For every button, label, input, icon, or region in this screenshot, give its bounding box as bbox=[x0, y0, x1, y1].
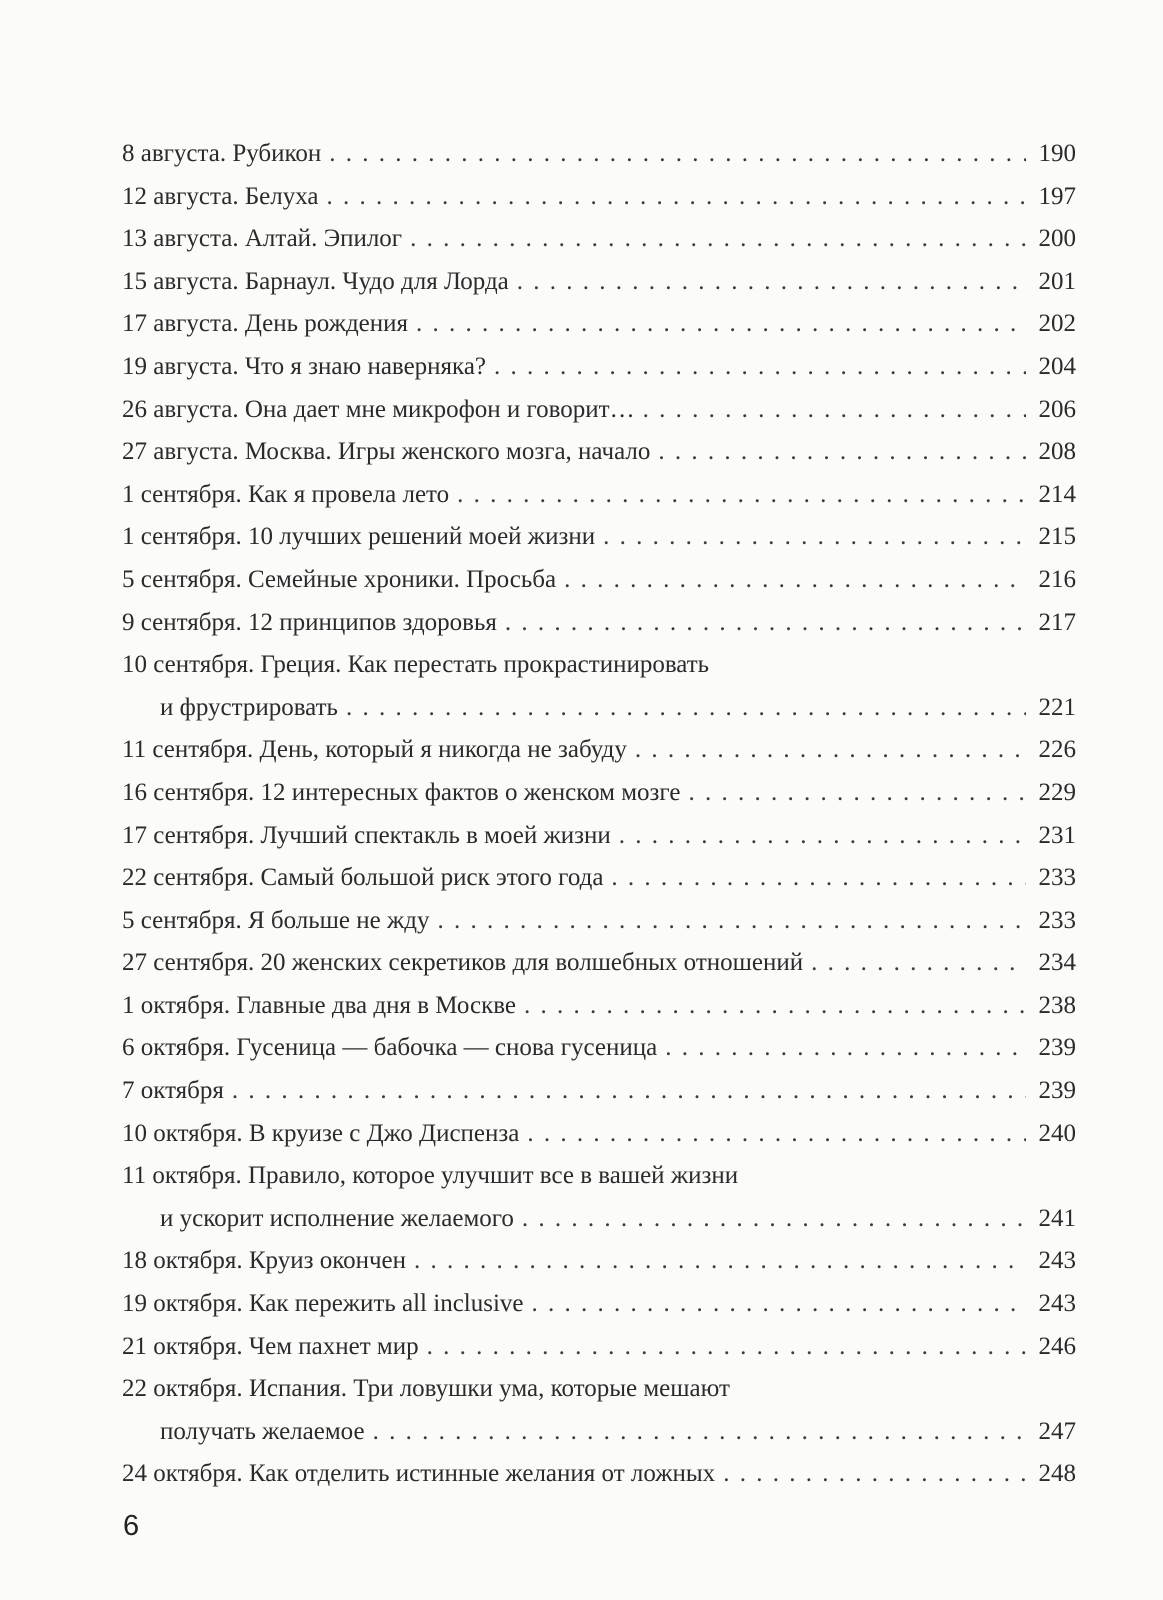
toc-entry-page: 231 bbox=[1038, 821, 1076, 849]
dot-leader bbox=[723, 1453, 1026, 1496]
toc-entry-page: 234 bbox=[1038, 949, 1076, 977]
toc-entry-page: 214 bbox=[1038, 480, 1076, 508]
toc-entry-title: 18 октября. Круиз окончен bbox=[122, 1247, 407, 1275]
toc-entry bbox=[122, 602, 1076, 645]
toc-entry-title: 13 августа. Алтай. Эпилог bbox=[122, 225, 403, 253]
table-of-contents bbox=[122, 133, 1076, 1496]
toc-entry-page: 243 bbox=[1038, 1290, 1076, 1318]
toc-entry-continuation bbox=[122, 687, 1076, 730]
toc-entry-page: 238 bbox=[1038, 991, 1076, 1019]
dot-leader bbox=[532, 1283, 1026, 1326]
dot-leader bbox=[346, 687, 1026, 730]
dot-leader bbox=[416, 303, 1026, 346]
dot-leader bbox=[527, 1113, 1026, 1156]
toc-entry-page: 202 bbox=[1038, 310, 1076, 338]
toc-entry-page: 215 bbox=[1038, 523, 1076, 551]
toc-entry-title: и ускорит исполнение желаемого bbox=[160, 1204, 514, 1232]
toc-entry bbox=[122, 1240, 1076, 1283]
toc-entry-title: получать желаемое bbox=[160, 1417, 365, 1445]
toc-entry-page: 239 bbox=[1038, 1034, 1076, 1062]
toc-entry-page: 239 bbox=[1038, 1077, 1076, 1105]
toc-entry-title: 11 октября. Правило, которое улучшит все в вашей жизни bbox=[122, 1162, 739, 1190]
toc-entry bbox=[122, 346, 1076, 389]
toc-entry-title: и фрустрировать bbox=[160, 693, 338, 721]
toc-entry-page: 240 bbox=[1038, 1119, 1076, 1147]
toc-entry-title: 19 октября. Как пережить all inclusive bbox=[122, 1290, 524, 1318]
toc-entry-title: 10 октября. В круизе с Джо Диспенза bbox=[122, 1119, 520, 1147]
toc-entry-title: 6 октября. Гусеница — бабочка — снова гусеница bbox=[122, 1034, 658, 1062]
dot-leader bbox=[603, 516, 1026, 559]
page-number: 6 bbox=[123, 1510, 140, 1542]
toc-entry-title: 5 сентября. Я больше не жду bbox=[122, 906, 430, 934]
toc-entry-page: 208 bbox=[1038, 438, 1076, 466]
toc-entry-page: 229 bbox=[1038, 778, 1076, 806]
toc-entry bbox=[122, 1113, 1076, 1156]
toc-entry-title: 8 августа. Рубикон bbox=[122, 140, 322, 167]
toc-entry-continuation bbox=[122, 1198, 1076, 1241]
toc-entry-page: 190 bbox=[1038, 140, 1076, 167]
toc-entry-title: 15 августа. Барнаул. Чудо для Лорда bbox=[122, 267, 509, 295]
dot-leader bbox=[414, 1240, 1026, 1283]
toc-entry-page: 233 bbox=[1038, 864, 1076, 892]
toc-entry-title: 11 сентября. День, который я никогда не забуду bbox=[122, 736, 627, 764]
toc-entry bbox=[122, 133, 1076, 176]
toc-entry-page: 226 bbox=[1038, 736, 1076, 764]
toc-entry-title: 12 августа. Белуха bbox=[122, 182, 319, 210]
dot-leader bbox=[688, 772, 1026, 815]
toc-entry bbox=[122, 942, 1076, 985]
toc-entry-title: 27 сентября. 20 женских секретиков для волшебных отношений bbox=[122, 949, 804, 977]
toc-entry bbox=[122, 1283, 1076, 1326]
dot-leader bbox=[611, 857, 1026, 900]
dot-leader bbox=[457, 474, 1026, 517]
toc-entry-page: 221 bbox=[1038, 693, 1076, 721]
toc-entry-page: 201 bbox=[1038, 267, 1076, 295]
toc-entry bbox=[122, 559, 1076, 602]
dot-leader bbox=[437, 900, 1026, 943]
toc-entry-page: 241 bbox=[1038, 1204, 1076, 1232]
toc-entry bbox=[122, 985, 1076, 1028]
dot-leader bbox=[619, 815, 1026, 858]
toc-entry bbox=[122, 1453, 1076, 1496]
toc-entry-first-line bbox=[122, 1368, 1076, 1411]
dot-leader bbox=[329, 133, 1026, 176]
dot-leader bbox=[427, 1326, 1026, 1369]
toc-entry bbox=[122, 1326, 1076, 1369]
toc-entry-page: 217 bbox=[1038, 608, 1076, 636]
toc-entry-title: 19 августа. Что я знаю наверняка? bbox=[122, 352, 487, 380]
toc-entry-title: 1 сентября. 10 лучших решений моей жизни bbox=[122, 523, 596, 551]
toc-entry-title: 22 октября. Испания. Три ловушки ума, которые мешают bbox=[122, 1375, 730, 1403]
toc-entry bbox=[122, 1070, 1076, 1113]
dot-leader bbox=[410, 218, 1026, 261]
toc-entry-page: 246 bbox=[1038, 1332, 1076, 1360]
dot-leader bbox=[811, 942, 1026, 985]
toc-entry-title: 16 сентября. 12 интересных фактов о женском мозге bbox=[122, 778, 681, 806]
toc-entry bbox=[122, 303, 1076, 346]
dot-leader bbox=[373, 1411, 1026, 1454]
toc-entry-continuation bbox=[122, 1411, 1076, 1454]
toc-entry bbox=[122, 729, 1076, 772]
dot-leader bbox=[522, 1198, 1026, 1241]
toc-entry-title: 26 августа. Она дает мне микрофон и говорит… bbox=[122, 395, 635, 423]
toc-entry-first-line bbox=[122, 644, 1076, 687]
toc-entry-page: 204 bbox=[1038, 352, 1076, 380]
toc-entry-title: 10 сентября. Греция. Как перестать прокрастинировать bbox=[122, 651, 710, 679]
dot-leader bbox=[494, 346, 1026, 389]
dot-leader bbox=[505, 602, 1026, 645]
toc-entry-title: 27 августа. Москва. Игры женского мозга, начало bbox=[122, 438, 651, 466]
toc-entry-title: 22 сентября. Самый большой риск этого года bbox=[122, 864, 604, 892]
dot-leader bbox=[665, 1027, 1026, 1070]
dot-leader bbox=[635, 729, 1026, 772]
toc-entry bbox=[122, 900, 1076, 943]
toc-entry-title: 7 октября bbox=[122, 1077, 224, 1105]
toc-entry-page: 243 bbox=[1038, 1247, 1076, 1275]
toc-entry-page: 200 bbox=[1038, 225, 1076, 253]
toc-entry bbox=[122, 261, 1076, 304]
toc-entry-title: 1 октября. Главные два дня в Москве bbox=[122, 991, 517, 1019]
toc-entry-title: 5 сентября. Семейные хроники. Просьба bbox=[122, 565, 557, 593]
toc-entry bbox=[122, 516, 1076, 559]
toc-entry bbox=[122, 1027, 1076, 1070]
dot-leader bbox=[658, 431, 1026, 474]
dot-leader bbox=[564, 559, 1026, 602]
toc-entry bbox=[122, 389, 1076, 432]
toc-entry bbox=[122, 431, 1076, 474]
toc-entry bbox=[122, 772, 1076, 815]
toc-entry bbox=[122, 474, 1076, 517]
toc-entry-title: 1 сентября. Как я провела лето bbox=[122, 480, 450, 508]
dot-leader bbox=[327, 176, 1026, 219]
toc-entry-page: 216 bbox=[1038, 565, 1076, 593]
toc-entry-title: 21 октября. Чем пахнет мир bbox=[122, 1332, 419, 1360]
toc-entry-page: 197 bbox=[1038, 182, 1076, 210]
toc-entry bbox=[122, 815, 1076, 858]
toc-entry-page: 206 bbox=[1038, 395, 1076, 423]
toc-entry bbox=[122, 176, 1076, 219]
dot-leader bbox=[232, 1070, 1026, 1113]
toc-entry-title: 9 сентября. 12 принципов здоровья bbox=[122, 608, 497, 636]
toc-entry-page: 248 bbox=[1038, 1460, 1076, 1488]
toc-entry-title: 24 октября. Как отделить истинные желания от ложных bbox=[122, 1460, 716, 1488]
toc-entry-title: 17 сентября. Лучший спектакль в моей жизни bbox=[122, 821, 611, 849]
dot-leader bbox=[643, 389, 1026, 432]
toc-entry bbox=[122, 218, 1076, 261]
toc-entry-first-line bbox=[122, 1155, 1076, 1198]
dot-leader bbox=[524, 985, 1026, 1028]
toc-entry-page: 247 bbox=[1038, 1417, 1076, 1445]
toc-entry-title: 17 августа. День рождения bbox=[122, 310, 409, 338]
toc-entry-page: 233 bbox=[1038, 906, 1076, 934]
dot-leader bbox=[517, 261, 1026, 304]
toc-entry bbox=[122, 857, 1076, 900]
